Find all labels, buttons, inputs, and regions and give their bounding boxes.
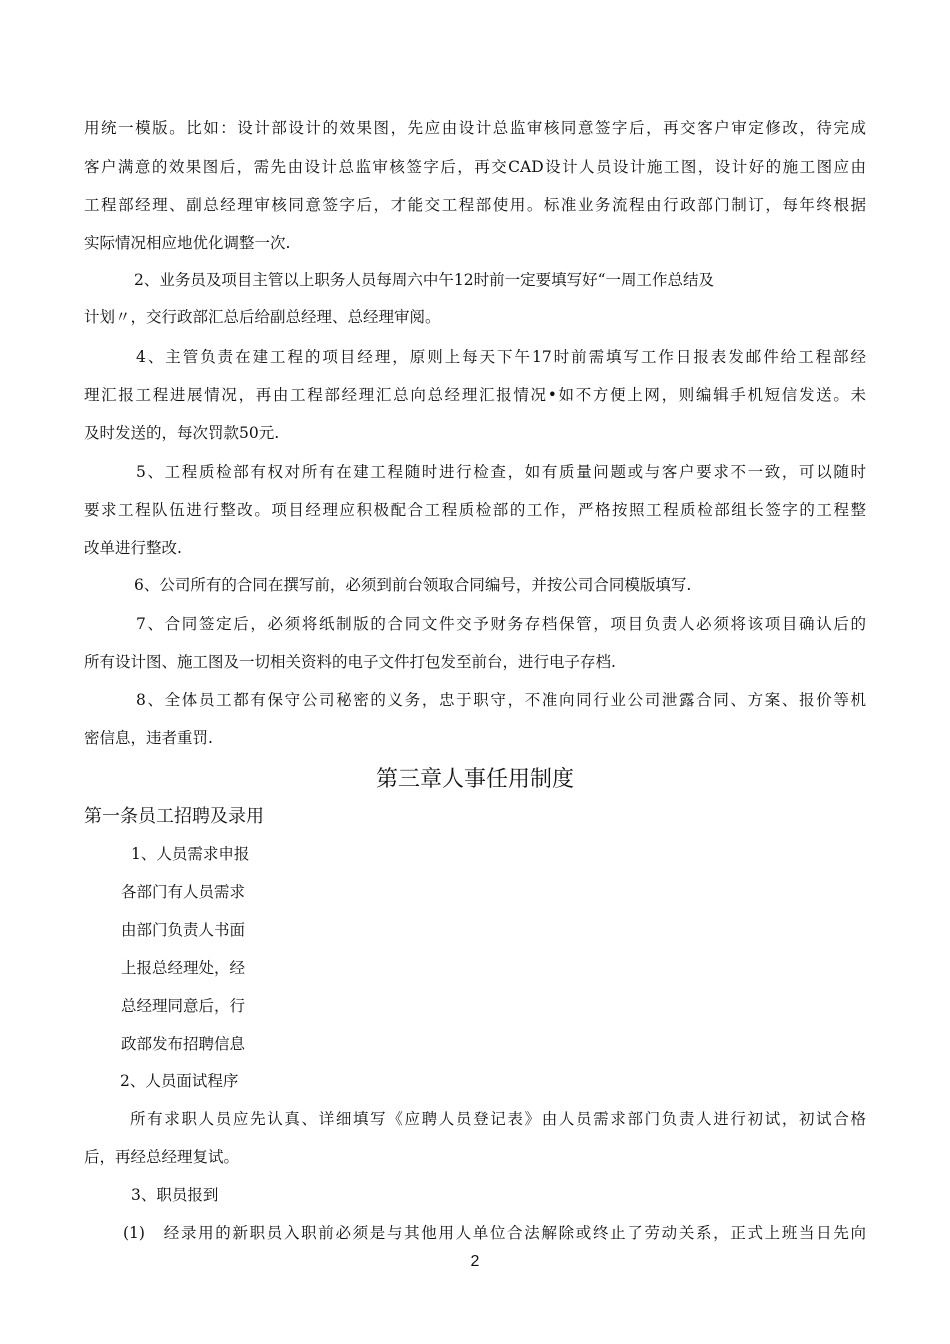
section-heading: 2、人员面试程序: [120, 1072, 239, 1090]
section-line: 总经理同意后，行: [121, 997, 246, 1015]
section-heading: 1、人员需求申报: [131, 845, 250, 863]
chapter-title: 第三章人事任用制度: [375, 767, 574, 792]
section-line: 各部门有人员需求: [121, 883, 246, 901]
paragraph-line: 所有设计图、施工图及一切相关资料的电子文件打包发至前台，进行电子存档.: [84, 653, 616, 671]
paragraph-line: 6、公司所有的合同在撰写前，必须到前台领取合同编号，并按公司合同模版填写.: [134, 576, 692, 594]
paragraph-line: 要求工程队伍进行整改。项目经理应积极配合工程质检部的工作，严格按照工程质检部组长签字的工程整: [84, 501, 866, 519]
paragraph-line: 改单进行整改.: [84, 539, 182, 557]
paragraph-line: 8、全体员工都有保守公司秘密的义务，忠于职守，不准向同行业公司泄露合同、方案、报价等机: [136, 691, 866, 709]
section-line: 后，再经总经理复试。: [84, 1148, 240, 1166]
paragraph-line: 4、主管负责在建工程的项目经理，原则上每天下午17时前需填写工作日报表发邮件给工程部经: [136, 348, 866, 366]
section-line: (1) 经录用的新职员入职前必须是与其他用人单位合法解除或终止了劳动关系，正式上班当日先向: [123, 1224, 866, 1242]
paragraph-line: 密信息，违者重罚.: [84, 729, 213, 747]
paragraph-line: 2、业务员及项目主管以上职务人员每周六中午12时前一定要填写好“一周工作总结及: [134, 271, 715, 289]
section-heading: 3、职员报到: [131, 1186, 219, 1204]
paragraph-line: 客户满意的效果图后，需先由设计总监审核签字后，再交CAD设计人员设计施工图，设计好的施工图应由: [84, 158, 866, 176]
paragraph-line: 及时发送的，每次罚款50元.: [84, 424, 280, 442]
paragraph-line: 计划〃，交行政部汇总后给副总经理、总经理审阅。: [84, 308, 441, 326]
paragraph-line: 理汇报工程进展情况，再由工程部经理汇总向总经理汇报情况•如不方便上网，则编辑手机短信发送。未: [84, 386, 866, 404]
section-line: 政部发布招聘信息: [121, 1035, 246, 1053]
page-number: 2: [470, 1253, 480, 1270]
section-line: 上报总经理处，经: [121, 959, 246, 977]
paragraph-line: 工程部经理、副总经理审核同意签字后，才能交工程部使用。标准业务流程由行政部门制订，每年终根据: [84, 196, 866, 214]
article-title: 第一条员工招聘及录用: [84, 806, 264, 827]
paragraph-line: 用统一模版。比如：设计部设计的效果图，先应由设计总监审核同意签字后，再交客户审定修改，待完成: [84, 119, 866, 137]
section-line: 所有求职人员应先认真、详细填写《应聘人员登记表》由人员需求部门负责人进行初试，初试合格: [130, 1110, 866, 1128]
paragraph-line: 实际情况相应地优化调整一次.: [84, 234, 291, 252]
section-line: 由部门负责人书面: [121, 921, 246, 939]
paragraph-line: 5、工程质检部有权对所有在建工程随时进行检查，如有质量问题或与客户要求不一致，可以随时: [136, 463, 866, 481]
paragraph-line: 7、合同签定后，必须将纸制版的合同文件交予财务存档保管，项目负责人必须将该项目确认后的: [136, 615, 866, 633]
